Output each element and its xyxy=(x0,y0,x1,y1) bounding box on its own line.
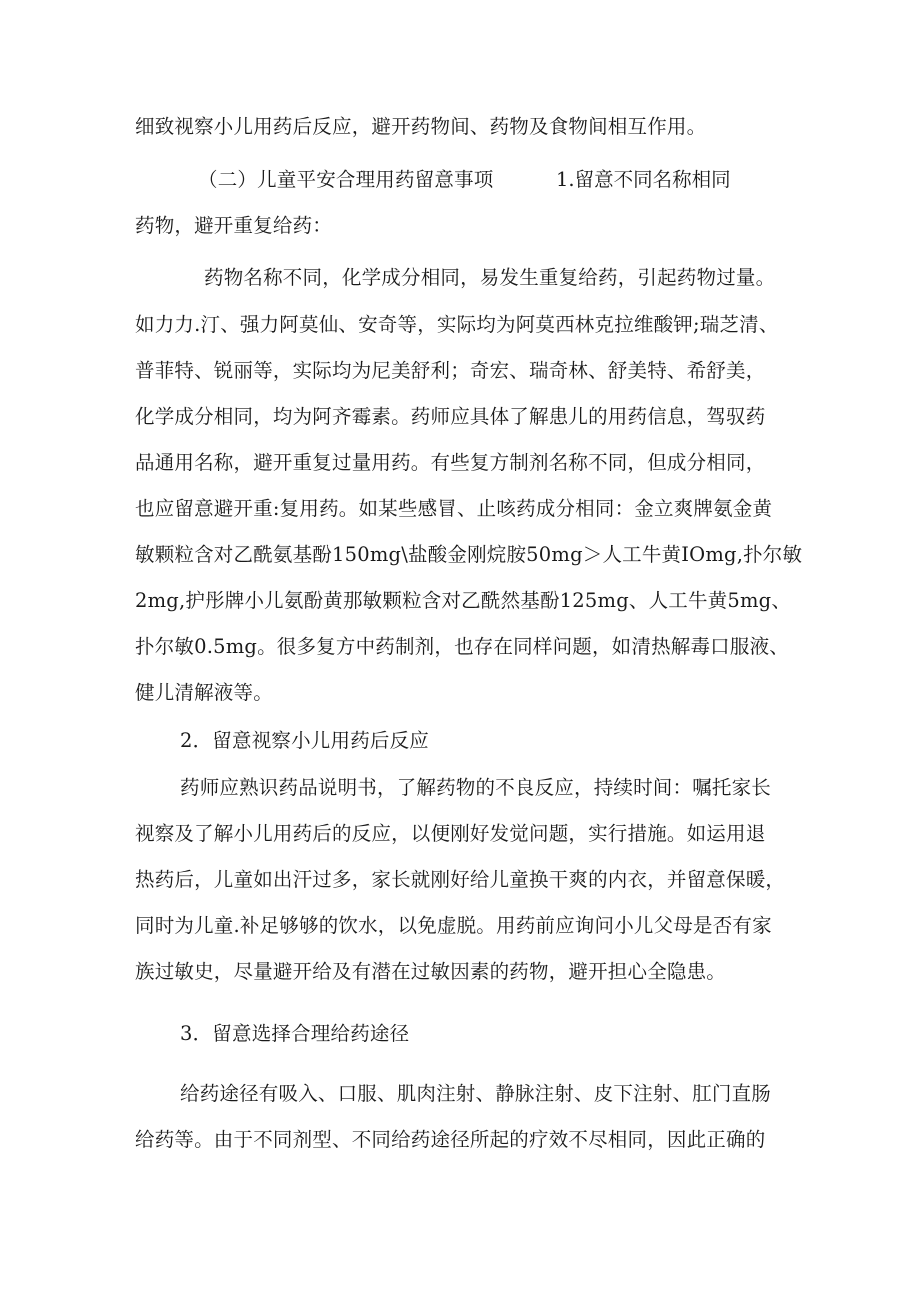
para1-line: 2mg,护彤牌小儿氨酚黄那敏颗粒含对乙酰然基酚125mg、人工牛黄5mg、 xyxy=(135,589,792,612)
para1-line: 如力力.汀、强力阿莫仙、安奇等，实际均为阿莫西林克拉维酸钾;瑞芝清、 xyxy=(135,313,779,336)
para2-line: 视察及了解小儿用药后的反应，以便刚好发觉问题，实行措施。如运用退 xyxy=(135,822,766,845)
para1-line: 健儿清解液等。 xyxy=(135,681,273,704)
para1-line: 普菲特、锐丽等，实际均为尼美舒利；奇宏、瑞奇林、舒美特、希舒美， xyxy=(135,359,766,382)
para1-line: 扑尔敏0.5mg。很多复方中药制剂，也存在同样问题，如清热解毒口服液、 xyxy=(135,635,789,658)
para3-line: 给药等。由于不同剂型、不同给药途径所起的疗效不尽相同，因此正确的 xyxy=(135,1128,766,1151)
para2-line: 热药后，儿童如出汗过多，家长就刚好给儿童换干爽的内衣，并留意保暖， xyxy=(135,868,786,891)
para2-line: 药师应熟识药品说明书，了解药物的不良反应，持续时间：嘱托家长 xyxy=(180,776,772,799)
para2-line: 族过敏史，尽量避开给及有潜在过敏因素的药物，避开担心全隐患。 xyxy=(135,960,727,983)
para1-line: 药物名称不同，化学成分相同，易发生重复给药，引起药物过量。 xyxy=(204,266,776,289)
item1-heading: 1.留意不同名称相同 xyxy=(556,168,731,191)
para1-line: 也应留意避开重:复用药。如某些感冒、止咳药成分相同：金立爽牌氨金黄 xyxy=(135,497,773,520)
para2-line: 同时为儿童.补足够够的饮水，以免虚脱。用药前应询问小儿父母是否有家 xyxy=(135,914,772,937)
intro-line: 细致视察小儿用药后反应，避开药物间、药物及食物间相互作用。 xyxy=(135,115,707,138)
para1-line: 品通用名称，避开重复过量用药。有些复方制剂名称不同，但成分相同， xyxy=(135,451,766,474)
item2-heading: 2．留意视察小儿用药后反应 xyxy=(180,729,430,752)
item1-heading-cont: 药物，避开重复给药： xyxy=(135,214,333,237)
item3-heading: 3．留意选择合理给药途径 xyxy=(180,1022,410,1045)
para1-line: 化学成分相同，均为阿齐霉素。药师应具体了解患儿的用药信息，驾驭药 xyxy=(135,405,766,428)
section-heading: （二）儿童平安合理用药留意事项 xyxy=(198,168,494,191)
para1-line: 敏颗粒含对乙酰氨基酚150mg\盐酸金刚烷胺50mg＞人工牛黄IOmg,扑尔敏 xyxy=(135,543,803,566)
para3-line: 给药途径有吸入、口服、肌肉注射、静脉注射、皮下注射、肛门直肠 xyxy=(180,1082,772,1105)
